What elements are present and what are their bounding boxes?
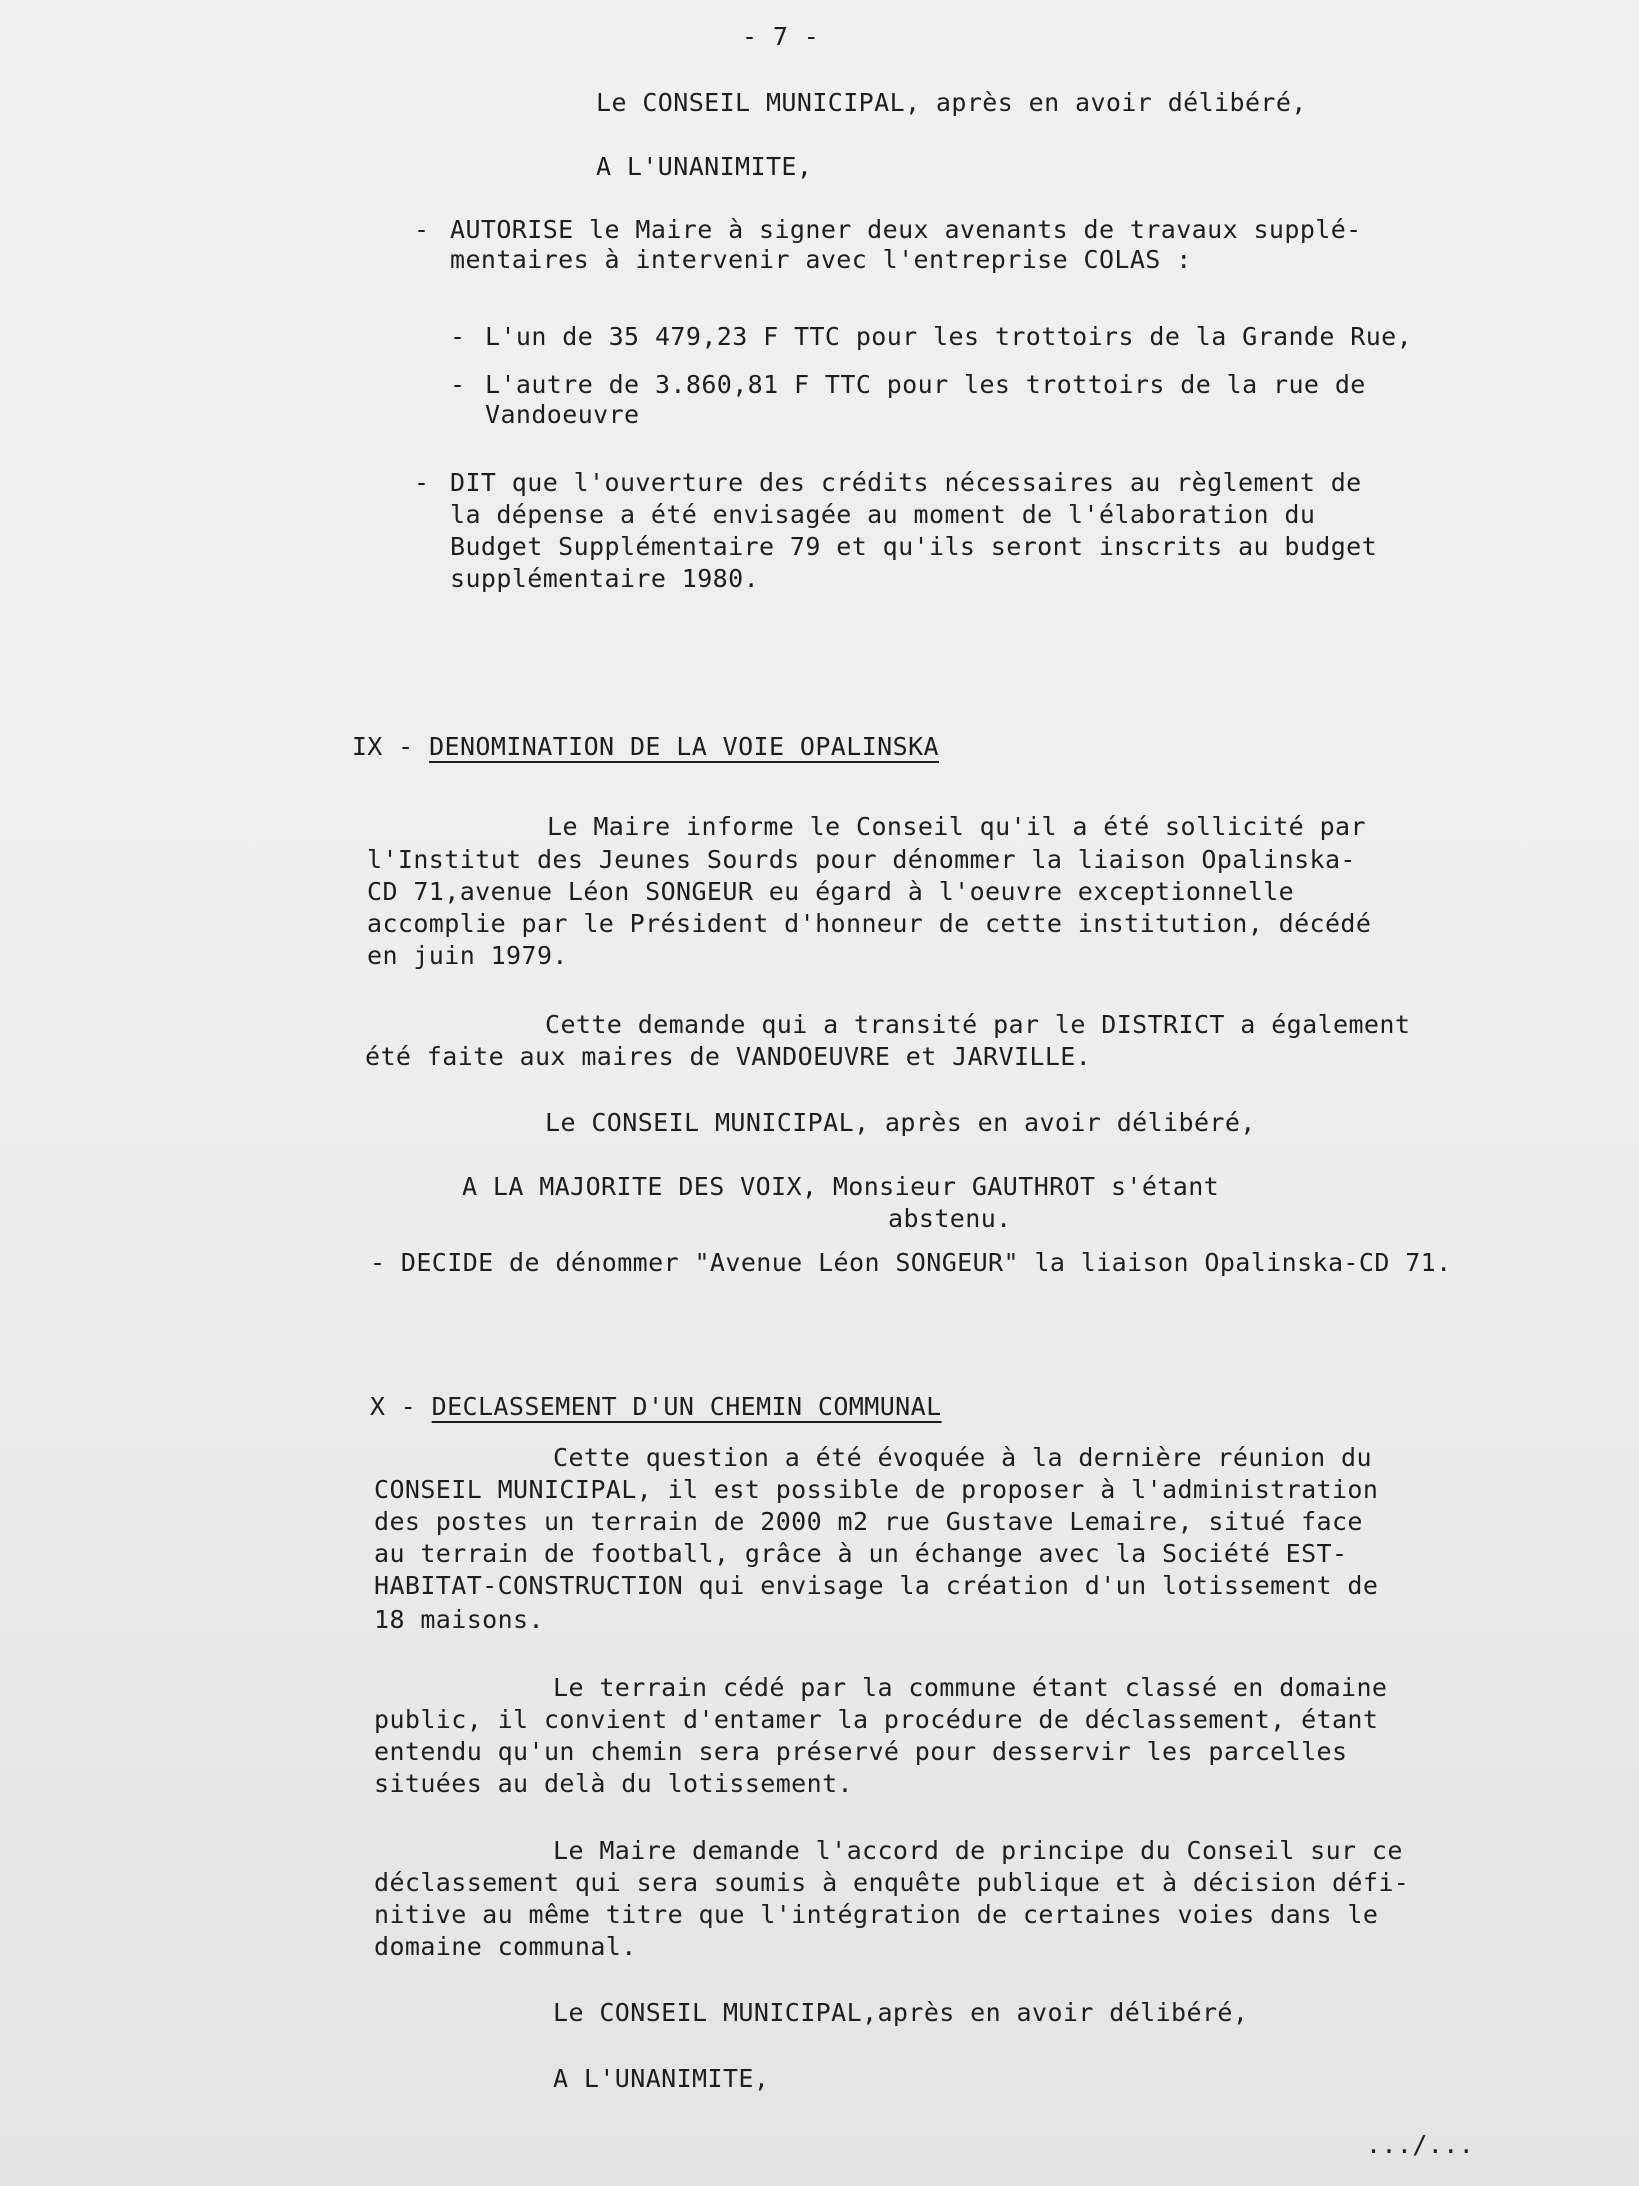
continuation-mark: .../... — [1366, 2130, 1475, 2159]
paragraph-line: public, il convient d'entamer la procédure de déclassement, étant — [374, 1705, 1379, 1734]
vote-result: A LA MAJORITE DES VOIX, Monsieur GAUTHROT s'étant — [462, 1172, 1220, 1201]
paragraph-line: Le terrain cédé par la commune étant classé en domaine — [553, 1673, 1388, 1702]
paragraph-line: nitive au même titre que l'intégration de certaines voies dans le — [374, 1900, 1379, 1929]
sub-item-1: L'un de 35 479,23 F TTC pour les trottoirs de la Grande Rue, — [485, 322, 1413, 351]
paragraph-line: au terrain de football, grâce à un échange avec la Société EST- — [374, 1539, 1348, 1568]
decision-intro: Le CONSEIL MUNICIPAL, après en avoir délibéré, — [545, 1108, 1256, 1137]
paragraph-line: l'Institut des Jeunes Sourds pour dénommer la liaison Opalinska- — [367, 845, 1356, 874]
paragraph-line: entendu qu'un chemin sera préservé pour desservir les parcelles — [374, 1737, 1348, 1766]
paragraph-line: Le Maire informe le Conseil qu'il a été sollicité par — [547, 812, 1366, 841]
paragraph-line: HABITAT-CONSTRUCTION qui envisage la création d'un lotissement de — [374, 1571, 1379, 1600]
paragraph-line: été faite aux maires de VANDOEUVRE et JARVILLE. — [365, 1042, 1092, 1071]
item-dit-line4: supplémentaire 1980. — [450, 564, 760, 593]
paragraph-line: situées au delà du lotissement. — [374, 1769, 853, 1798]
paragraph-line: CONSEIL MUNICIPAL, il est possible de proposer à l'administration — [374, 1475, 1379, 1504]
paragraph-line: déclassement qui sera soumis à enquête publique et à décision défi- — [374, 1868, 1410, 1897]
item-authorise-line2: mentaires à intervenir avec l'entreprise COLAS : — [450, 245, 1192, 274]
sub-item-2-line1: L'autre de 3.860,81 F TTC pour les trottoirs de la rue de — [485, 370, 1366, 399]
vote-result: A L'UNANIMITE, — [553, 2064, 770, 2093]
paragraph-line: en juin 1979. — [367, 941, 568, 970]
section-title: DECLASSEMENT D'UN CHEMIN COMMUNAL — [431, 1392, 942, 1421]
paragraph-line: des postes un terrain de 2000 m2 rue Gustave Lemaire, situé face — [374, 1507, 1363, 1536]
paragraph-line: 18 maisons. — [374, 1605, 544, 1634]
paragraph-line: Cette demande qui a transité par le DISTRICT a également — [545, 1010, 1411, 1039]
vote-result: A L'UNANIMITE, — [596, 152, 813, 181]
section-number: X - — [369, 1392, 432, 1421]
vote-result-cont: abstenu. — [888, 1204, 1012, 1233]
paragraph-line: accomplie par le Président d'honneur de cette institution, décédé — [367, 909, 1372, 938]
bullet-dash: - — [414, 215, 430, 244]
sub-item-2-line2: Vandoeuvre — [485, 400, 640, 429]
bullet-dash: - — [450, 370, 466, 399]
decision-intro: Le CONSEIL MUNICIPAL,après en avoir délibéré, — [553, 1998, 1249, 2027]
decision-line: - DECIDE de dénommer "Avenue Léon SONGEUR" la liaison Opalinska-CD 71. — [370, 1248, 1452, 1277]
paragraph-line: domaine communal. — [374, 1932, 637, 1961]
section-title: DENOMINATION DE LA VOIE OPALINSKA — [429, 732, 939, 761]
bullet-dash: - — [414, 468, 430, 497]
paragraph-line: Le Maire demande l'accord de principe du Conseil sur ce — [553, 1836, 1403, 1865]
section-heading-ix — [290, 702, 939, 792]
paragraph-line: CD 71,avenue Léon SONGEUR eu égard à l'oeuvre exceptionnelle — [367, 877, 1295, 906]
bullet-dash: - — [450, 322, 466, 351]
section-number: IX - — [351, 732, 430, 761]
paragraph-line: Cette question a été évoquée à la dernière réunion du — [553, 1443, 1372, 1472]
item-dit-line3: Budget Supplémentaire 79 et qu'ils seront inscrits au budget — [450, 532, 1378, 561]
item-dit-line2: la dépense a été envisagée au moment de l'élaboration du — [450, 500, 1316, 529]
section-heading-x — [308, 1362, 942, 1452]
item-dit-line1: DIT que l'ouverture des crédits nécessaires au règlement de — [450, 468, 1362, 497]
page-number: - 7 - — [742, 22, 820, 51]
decision-intro: Le CONSEIL MUNICIPAL, après en avoir délibéré, — [596, 88, 1307, 117]
item-authorise-line1: AUTORISE le Maire à signer deux avenants de travaux supplé- — [450, 215, 1362, 244]
